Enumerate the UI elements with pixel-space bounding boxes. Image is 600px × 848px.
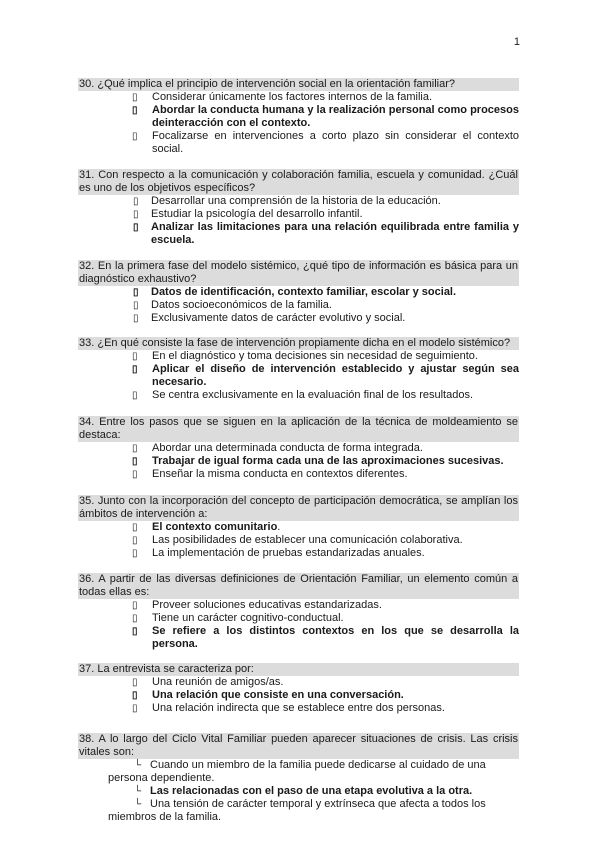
answer-option: ▯ Datos socioeconómicos de la familia. (133, 299, 332, 311)
question-text: 32. En la primera fase del modelo sistémico, ¿qué tipo de información es básica para un diagnóstico exhaustivo? (79, 260, 518, 285)
checkbox-bullet-icon: ▯ (132, 364, 138, 375)
answer-option: ▯ Se centra exclusivamente en la evaluación final de los resultados. (132, 389, 474, 401)
answer-option: ▯ Proveer soluciones educativas estandarizadas. (132, 599, 382, 611)
checkbox-bullet-icon: ▯ (132, 456, 138, 467)
answer-option: ▯ Una relación indirecta que se establece entre dos personas. (132, 702, 445, 714)
checkbox-bullet-icon: ▯ (133, 209, 139, 220)
answer-option-correct: ▯ El contexto comunitario. (132, 521, 281, 533)
checkbox-bullet-icon: ▯ (132, 690, 138, 701)
checkbox-bullet-icon: ▯ (132, 613, 138, 624)
checkbox-bullet-icon: ▯ (132, 92, 138, 103)
checkbox-bullet-icon: ▯ (132, 351, 138, 362)
answer-option: ▯ Focalizarse en intervenciones a corto plazo sin considerar el contexto social. (132, 130, 519, 155)
answer-option-correct: ▯ Trabajar de igual forma cada una de las aproximaciones sucesivas. (132, 455, 504, 467)
question-35 (78, 495, 519, 560)
checkbox-bullet-icon: ▯ (132, 522, 138, 533)
page-number: 1 (513, 36, 520, 48)
question-31 (78, 169, 519, 247)
answer-option: ▯ Una reunión de amigos/as. (132, 676, 284, 688)
question-text: 31. Con respecto a la comunicación y colaboración familia, escuela y comunidad. ¿Cuál es uno de los objetivos específicos? (79, 169, 518, 194)
question-33 (78, 337, 519, 402)
checkbox-bullet-icon: ▯ (132, 105, 138, 116)
answer-option-correct: └ Las relacionadas con el paso de una etapa evolutiva a la otra. (134, 785, 473, 797)
corner-bullet-icon: └ (134, 760, 142, 771)
question-36 (78, 573, 519, 651)
question-37 (78, 663, 519, 715)
checkbox-bullet-icon: ▯ (132, 626, 138, 637)
answer-option-correct: ▯ Se refiere a los distintos contextos en los que se desarrolla la persona. (132, 625, 519, 650)
question-30 (78, 78, 519, 156)
checkbox-bullet-icon: ▯ (133, 196, 139, 207)
checkbox-bullet-icon: ▯ (132, 535, 138, 546)
checkbox-bullet-icon: ▯ (133, 313, 139, 324)
checkbox-bullet-icon: ▯ (132, 703, 138, 714)
question-text: 30. ¿Qué implica el principio de intervención social en la orientación familiar? (78, 78, 519, 91)
question-34 (78, 416, 519, 481)
answer-option-correct: ▯ Aplicar el diseño de intervención establecido y ajustar según sea necesario. (132, 363, 519, 388)
answer-option: ▯ Desarrollar una comprensión de la historia de la educación. (133, 195, 441, 207)
checkbox-bullet-icon: ▯ (133, 287, 139, 298)
checkbox-bullet-icon: ▯ (132, 677, 138, 688)
corner-bullet-icon: └ (134, 786, 142, 797)
question-text: 34. Entre los pasos que se siguen en la aplicación de la técnica de moldeamiento se destaca: (79, 416, 518, 441)
question-text: 33. ¿En qué consiste la fase de intervención propiamente dicha en el modelo sistémico? (78, 337, 519, 350)
answer-option: ▯ Las posibilidades de establecer una comunicación colaborativa. (132, 534, 463, 546)
question-text: 36. A partir de las diversas definiciones de Orientación Familiar, un elemento común a todas ellas es: (79, 573, 518, 598)
answer-option: ▯ Exclusivamente datos de carácter evolutivo y social. (133, 312, 406, 324)
answer-option-correct: ▯ Una relación que consiste en una conversación. (132, 689, 404, 701)
checkbox-bullet-icon: ▯ (132, 548, 138, 559)
answer-option: ▯ Tiene un carácter cognitivo-conductual. (132, 612, 344, 624)
corner-bullet-icon: └ (134, 799, 142, 810)
answer-option: ▯ Enseñar la misma conducta en contextos diferentes. (132, 468, 408, 480)
question-38 (78, 733, 519, 824)
answer-option-correct: ▯ Analizar las limitaciones para una relación equilibrada entre familia y escuela. (133, 221, 519, 246)
answer-option: ▯ Estudiar la psicología del desarrollo infantil. (133, 208, 363, 220)
checkbox-bullet-icon: ▯ (132, 131, 138, 142)
answer-option: ▯ Considerar únicamente los factores internos de la familia. (132, 91, 433, 103)
answer-option: ▯ Abordar una determinada conducta de forma integrada. (132, 442, 423, 454)
question-text: 35. Junto con la incorporación del concepto de participación democrática, se amplían los ámbitos de intervención a: (79, 495, 518, 520)
answer-option-correct: ▯ Datos de identificación, contexto familiar, escolar y social. (133, 286, 457, 298)
answer-option: ▯ En el diagnóstico y toma decisiones sin necesidad de seguimiento. (132, 350, 478, 362)
answer-option: └ Cuando un miembro de la familia puede dedicarse al cuidado de una persona dependiente. (108, 759, 486, 784)
question-32 (78, 260, 519, 325)
answer-option: ▯ La implementación de pruebas estandarizadas anuales. (132, 547, 425, 559)
answer-option-correct: ▯ Abordar la conducta humana y la realización personal como procesos deinteracción con el contexto. (132, 104, 519, 129)
question-text: 38. A lo largo del Ciclo Vital Familiar pueden aparecer situaciones de crisis. Las crisis vitales son: (79, 733, 518, 758)
answer-option: └ Una tensión de carácter temporal y extrínseca que afecta a todos los miembros de la familia. (108, 798, 486, 823)
checkbox-bullet-icon: ▯ (132, 600, 138, 611)
question-text: 37. La entrevista se caracteriza por: (78, 663, 519, 676)
checkbox-bullet-icon: ▯ (132, 469, 138, 480)
checkbox-bullet-icon: ▯ (132, 390, 138, 401)
checkbox-bullet-icon: ▯ (133, 222, 139, 233)
checkbox-bullet-icon: ▯ (132, 443, 138, 454)
checkbox-bullet-icon: ▯ (133, 300, 139, 311)
